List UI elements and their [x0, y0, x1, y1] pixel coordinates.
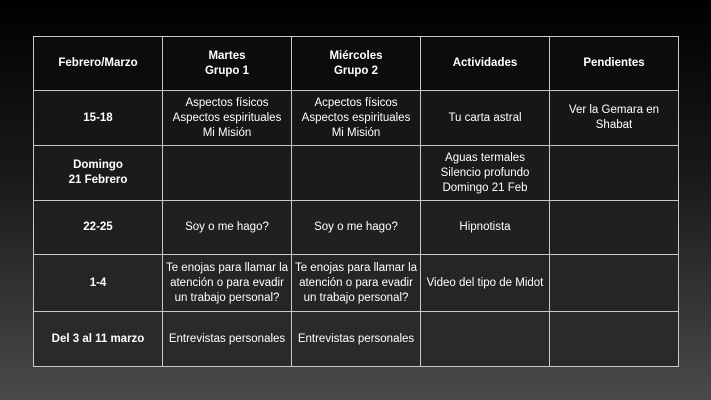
- table-cell: Tu carta astral: [421, 91, 550, 146]
- table-cell: [550, 201, 679, 255]
- table-cell: Aspectos físicos Aspectos espirituales Mi Misión: [163, 91, 292, 146]
- table-cell: [421, 312, 550, 367]
- table-cell: Te enojas para llamar la atención o para evadir un trabajo personal?: [292, 255, 421, 312]
- table-cell: [550, 146, 679, 201]
- table-cell: Soy o me hago?: [292, 201, 421, 255]
- table-cell: Hipnotista: [421, 201, 550, 255]
- header-cell-activities: Actividades: [421, 37, 550, 91]
- table-cell: Te enojas para llamar la atención o para evadir un trabajo personal?: [163, 255, 292, 312]
- table-cell: Video del tipo de Midot: [421, 255, 550, 312]
- row-header-cell: Del 3 al 11 marzo: [34, 312, 163, 367]
- table-cell: Soy o me hago?: [163, 201, 292, 255]
- table-row: [34, 201, 679, 255]
- table-row: [34, 146, 679, 201]
- header-cell-group2: Miércoles Grupo 2: [292, 37, 421, 91]
- header-cell-pending: Pendientes: [550, 37, 679, 91]
- row-header-cell: 22-25: [34, 201, 163, 255]
- header-row: [34, 37, 679, 91]
- row-header-cell: Domingo 21 Febrero: [34, 146, 163, 201]
- row-header-cell: 1-4: [34, 255, 163, 312]
- table-row: [34, 255, 679, 312]
- table-cell: Aguas termales Silencio profundo Domingo 21 Feb: [421, 146, 550, 201]
- row-header-cell: 15-18: [34, 91, 163, 146]
- table-cell: Entrevistas personales: [292, 312, 421, 367]
- header-cell-group1: Martes Grupo 1: [163, 37, 292, 91]
- table-cell: [550, 312, 679, 367]
- table-cell: Entrevistas personales: [163, 312, 292, 367]
- table-row: [34, 312, 679, 367]
- table-cell: Ver la Gemara en Shabat: [550, 91, 679, 146]
- table-cell: [550, 255, 679, 312]
- table-cell: [292, 146, 421, 201]
- table-row: [34, 91, 679, 146]
- table-cell: [163, 146, 292, 201]
- schedule-table: [33, 36, 679, 367]
- header-cell-period: Febrero/Marzo: [34, 37, 163, 91]
- table-cell: Acpectos físicos Aspectos espirituales Mi Misión: [292, 91, 421, 146]
